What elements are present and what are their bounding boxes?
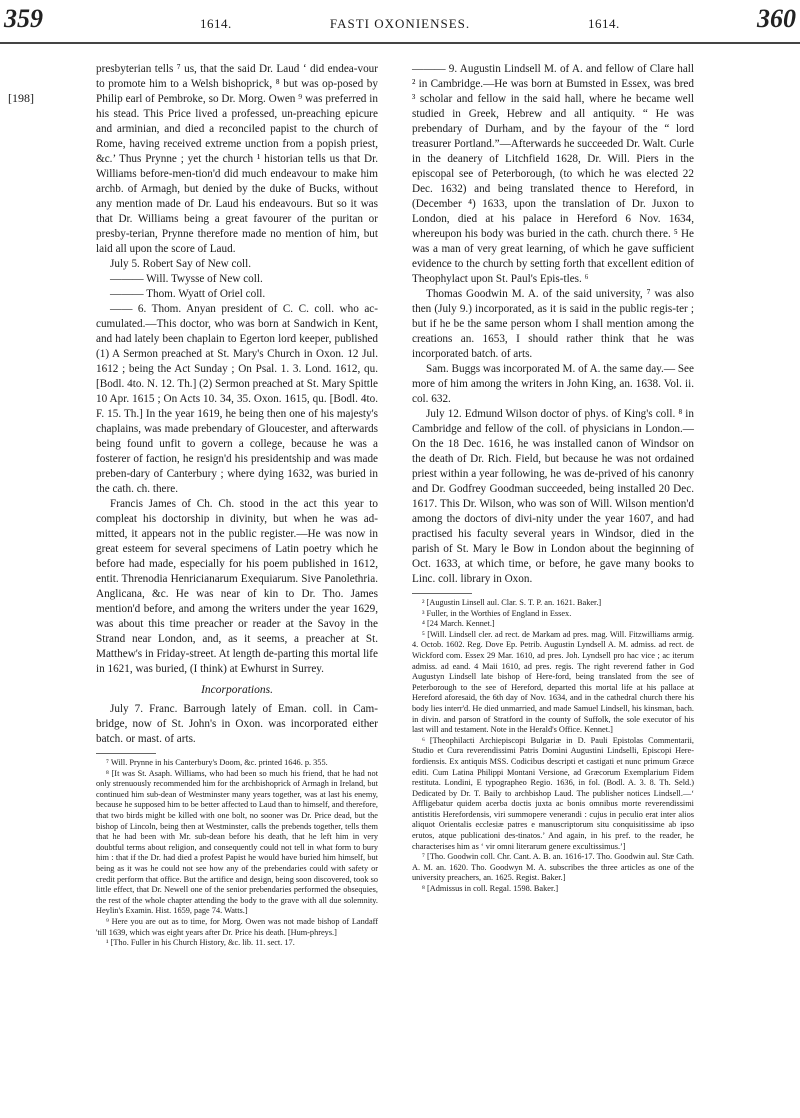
footnote: ⁵ [Will. Lindsell cler. ad rect. de Markam ad pres. mag. Will. Fitzwilliams armig. 4. Octob. 1602. Reg. Dove Ep. Petrib. Augustin Lyndsell A. M. admiss. ad rect. de Wickford com. Essex 29 Mar. 1610, ad pres. Joh. Lyndsell pro hac vice ; ac iterum admiss. ad eand. 4 Maii 1610, ad pres. regis. The right reverend father in God Augustyn Lindsell late bishop of Here-ford, being translated from the see of Peterborough to the see of Hereford, departed this mortal life at his pallace at Hereford aforesaid, the 6th day of Nov. 1634, and in the cathedral church there his body lies interr'd. He died unmarried, and made Samuel Lindsell, his kinsman, bach. in divin. and parson of Stratford in the county of Suffolk, the sole executor of his last will and testament. Note in the Herald's Office. Kennet.] bbox=[412, 629, 694, 735]
paragraph: Francis James of Ch. Ch. stood in the act this year to compleat his doctorship in divinity, but when he was ad-mitted, it appears not in the public register.—He was now in great esteem for several specimens of Latin poetry which he before had made, especially for his poem published in 1612, entit. Threnodia Henricianarum Exequiarum. Sive Panolethria. Anglicana, &c. He was near of kin to Dr. Tho. James mention'd before, and among the writers under the year 1629, was about this time preacher or reader at the Savoy in the Strand near London, and, as it seems, a preacher at St. Matthew's in Friday-street. At length de-parting this mortal life in 1621, was buried, (I think) at Ewhurst in Surrey. bbox=[96, 498, 378, 675]
footnote-rule bbox=[412, 593, 472, 594]
running-year-right: 1614. bbox=[588, 16, 620, 31]
running-title: FASTI OXONIENSES. bbox=[329, 16, 471, 31]
left-column bbox=[96, 62, 378, 949]
footnote: ³ Fuller, in the Worthies of England in Essex. bbox=[422, 608, 572, 618]
section-heading: Incorporations. bbox=[201, 684, 273, 696]
paragraph: ——— Thom. Wyatt of Oriel coll. bbox=[110, 288, 266, 300]
page-header bbox=[0, 0, 800, 46]
paragraph: July 7. Franc. Barrough lately of Eman. coll. in Cam-bridge, now of St. John's in Oxon. was incorporated either batch. or mast. of arts. bbox=[96, 703, 378, 745]
paragraph: ——— 9. Augustin Lindsell M. of A. and fellow of Clare hall ² in Cambridge.—He was born at Bumsted in Essex, was bred ³ scholar and fellow in the said hall, where he became well studied in Greek, Hebrew and all antiquity. “ He was prebendary of Durham, and by the fayour of the “ lord treasurer Portland.”—Afterwards he succeeded Dr. Walt. Curle in the deanery of Litchfield 1628, Dr. Will. Piers in the episcopal see of Peterborough, (to which he was elected 22 Dec. 1632) and being translated thence to Hereford, in (December ⁴) 1633, upon the translation of Dr. Juxon to London, died at his palace in Hereford 6 Nov. 1634, whereupon his body was buried in the cath. church there. ⁵ He was a man of very great learning, of which he gave sufficient evidence to the church by setting forth that excellent edition of Theophylact upon St. Paul's Epis-tles. ⁶ bbox=[412, 63, 694, 285]
footnote: ⁷ Will. Prynne in his Canterbury's Doom, &c. printed 1646. p. 355. bbox=[106, 758, 328, 767]
paragraph: ——— Will. Twysse of New coll. bbox=[110, 273, 263, 285]
footnote: ¹ [Tho. Fuller in his Church History, &c. lib. 11. sect. 17. bbox=[106, 938, 295, 948]
paragraph: —— 6. Thom. Anyan president of C. C. coll. who ac-cumulated.—This doctor, who was born at Sandwich in Kent, and had lately been chaplain to Egerton lord keeper, published (1) A Sermon preached at St. Mary's Church in Oxon. 12 Jul. 1612 ; being the Act Sunday ; On Psal. 1. 3. Lond. 1612, qu. [Bodl. 4to. N. 12. Th.] (2) Sermon preached at St. Mary Spittle 10 Apr. 1615 ; On Acts 10. 34, 35. Oxon. 1615, qu. [Bodl. 4to. F. 15. Th.] In the year 1619, he being then one of his majesty's chaplains, was made prebendary of Gloucester, and afterwards being found unfit to govern a college, because he was a fosterer of faction, he resign'd his presidentship and was made preben-dary of Canterbury ; where dying 1632, was buried in the cath. ch. there. bbox=[96, 303, 378, 495]
footnote: ⁸ [Admissus in coll. Regal. 1598. Baker.] bbox=[422, 884, 559, 894]
paragraph: presbyterian tells ⁷ us, that the said Dr. Laud ‘ did endea-vour to promote him to a Welsh bishoprick, ⁸ but was op-posed by Philip earl of Pembroke, so Dr. Morg. Owen ⁹ was preferred in his stead. This Price lived a professed, un-preaching epicure and arminian, and died a reconciled papist to the church of Rome, having received extreme unction from a popish priest, &c.’ Thus Prynne ; yet the church ¹ historian tells us that Dr. Williams before-men-tion'd did much endeavour to make him archb. of Armagh, but denied by the duke of Bucks, without any mention made of Dr. Laud his endeavours. But so it was that Dr. Williams being a great favourer of the puritan or presby-terian, Prynne therefore made no mention of him, but laid all upon the score of Laud. bbox=[96, 63, 378, 255]
footnote: ⁴ [24 March. Kennet.] bbox=[422, 619, 495, 629]
paragraph: July 5. Robert Say of New coll. bbox=[110, 258, 252, 270]
footnote: ⁶ [Theophilacti Archiepiscopi Bulgariæ in D. Pauli Epistolas Commentarii, Studio et Cura reverendissimi Patris Domini Augustini Lindselli, Episcopi Here-fordiensis. Ex antiquis MSS. Codicibus descripti et castigati et nunc primum Græce editi. Cum Latina Philippi Montani Versione, ad Græcorum Exemplarium Fidem restituta. Londini, E typographeo Regio. 1636, in fol. (Bodl. A. 3. 8. Th. Seld.) Dedicated by Dr. T. Baily to archbishop Laud. The publisher notices Lindsell.—‘ Affligebatur quidem acerba doctis juxta ac bonis omnibus morte reverendissimi antistitis Herefordensis, viri summopere venerandi : cujus in peculio erat inter alios aliquot Orientalis ecclesiæ patres e manuscriptorum situ conquisitissime ab ipso erutos, atque publicationi des-tinatos.’ And again, in his pref. to the reader, he characterises him as ‘ vir omni literarum genere excultissimus.’] bbox=[412, 735, 694, 851]
footnote: ⁹ Here you are out as to time, for Morg. Owen was not made bishop of Landaff 'till 1639, which was eight years after Dr. Price his death. [Hum-phreys.] bbox=[96, 916, 378, 937]
page-number-right: 360 bbox=[757, 4, 796, 33]
header-rule bbox=[0, 42, 800, 44]
paragraph: Sam. Buggs was incorporated M. of A. the same day.— See more of him among the writers in John King, an. 1638. Vol. ii. col. 632. bbox=[412, 363, 694, 405]
footnote: ⁷ [Tho. Goodwin coll. Chr. Cant. A. B. an. 1616-17. Tho. Goodwin aul. Stæ Cath. A. M. an. 1620. Tho. Goodwyn M. A. subscribes the three articles as one of the university preachers, an. 1625. Regist. Baker.] bbox=[412, 852, 694, 883]
paragraph: July 12. Edmund Wilson doctor of phys. of King's coll. ⁸ in Cambridge and fellow of the coll. of physicians in London.—On the 18 Dec. 1616, he was installed canon of Windsor on the death of Dr. Rich. Field, but because he was not ordained priest within a year following, he was de-prived of his canonry and Dr. Godfrey Goodman succeeded, being installed 20 Dec. 1617. This Dr. Wilson, who was son of Will. Wilson mention'd among the doctors of divi-nity under the year 1607, and had practised his faculty several years in Windsor, died in the parish of St. Mary le Bow in London about the beginning of Oct. 1633, at which time, or before, he gave many books to Linc. coll. library in Oxon. bbox=[412, 408, 694, 585]
paragraph: Thomas Goodwin M. A. of the said university, ⁷ was also then (July 9.) incorporated, as it is said in the public regis-ter ; but if he be the same person whom I shall mention among the creations an. 1653, I should rather think that he was incorporated batch. of arts. bbox=[412, 288, 694, 360]
margin-page-ref: [198] bbox=[8, 91, 34, 105]
running-year-left: 1614. bbox=[200, 16, 232, 31]
right-column bbox=[412, 62, 694, 895]
footnote-rule bbox=[96, 753, 156, 754]
page-number-left: 359 bbox=[4, 4, 43, 33]
footnote: ² [Augustin Linsell aul. Clar. S. T. P. an. 1621. Baker.] bbox=[422, 598, 602, 607]
footnote: ⁸ [It was St. Asaph. Williams, who had been so much his friend, that he had not only strenuously recommended him for the archbishoprick of Armagh in Ireland, but continued him sub-dean of Westminster many years together, was at last his enemy, because he supposed him to be better affected to Laud than to himself, and therefore, that two birds might be killed with one bolt, no sooner was Dr. Price dead, but the bishop of Lincoln, being then at Westminster, calls the prebends together, tells them that he had been with Mr. sub-dean before his death, that he left him in very doubtful terms about religion, and consequently could not tell in what form to bury him : that if the Dr. had died a profest Papist he would have buried him himself, but being as it was he could not see how any of the prebendaries could with safety or credit perform that office. But the artifice and design, being soon discovered, took so little effect, that Dr. Newell one of the senior prebendaries performed the obsequies, the rest of the whole chapter attending the body to the grave with all due solemnity. Heylin's Examin. Hist. 1659, page 74. Watts.] bbox=[96, 768, 378, 916]
